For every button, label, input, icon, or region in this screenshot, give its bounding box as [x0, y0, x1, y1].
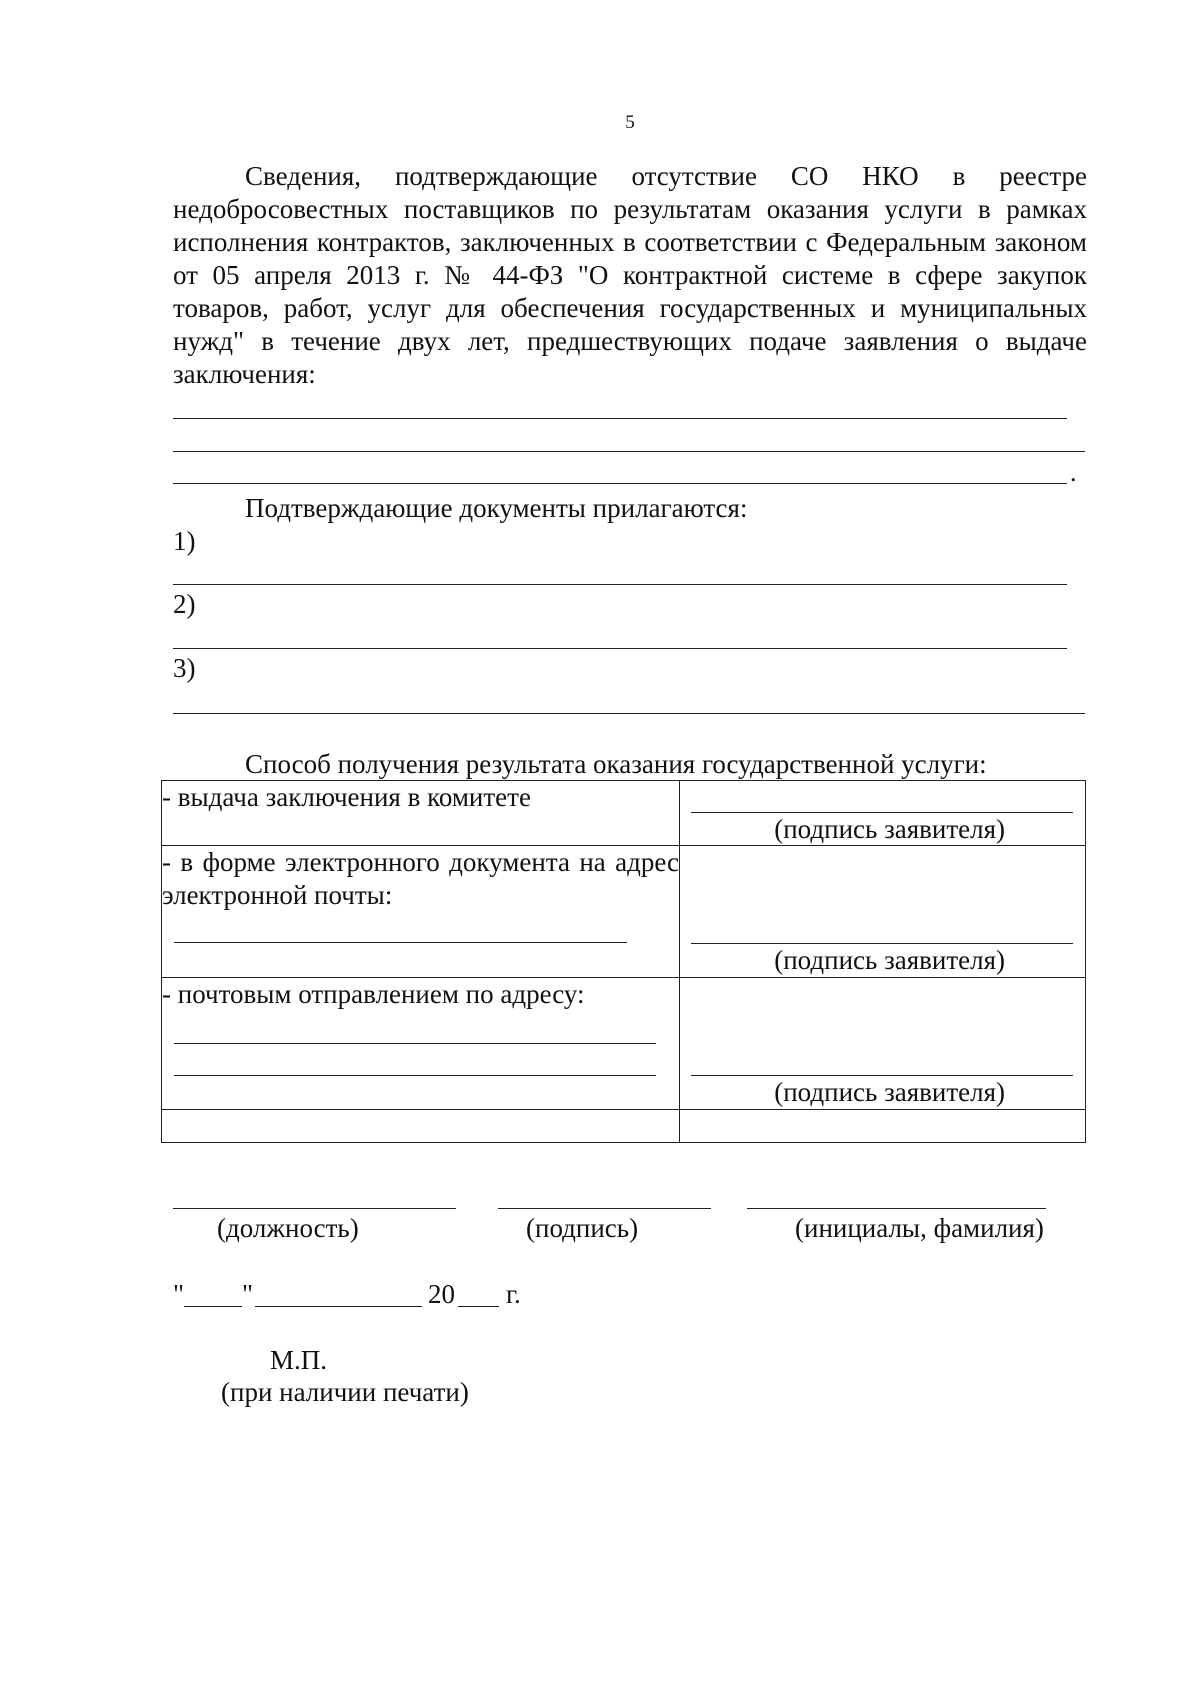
method-signature-cell-1	[680, 781, 1086, 846]
method-table	[161, 780, 1086, 1143]
info-fill-line-3[interactable]	[173, 483, 1067, 484]
date-year-prefix: 20	[428, 1279, 455, 1309]
method-signature-cell-2	[680, 846, 1086, 978]
method-empty-cell-left	[162, 1110, 680, 1143]
position-line[interactable]	[173, 1208, 456, 1209]
document-item-3-line[interactable]	[173, 713, 1085, 714]
period-mark: .	[1070, 458, 1077, 487]
postal-address-line-1[interactable]	[174, 1043, 656, 1044]
signature-label: (подпись)	[526, 1213, 639, 1243]
method-option-email[interactable]	[162, 846, 680, 978]
method-option-committee-text: - выдача заключения в комитете	[162, 782, 531, 812]
date-month-line[interactable]	[255, 1306, 422, 1307]
date-year-suffix: г.	[506, 1279, 521, 1309]
documents-heading: Подтверждающие документы прилагаются:	[245, 493, 748, 523]
position-label: (должность)	[217, 1213, 359, 1243]
document-item-1-line[interactable]	[173, 584, 1067, 585]
signature-line[interactable]	[498, 1208, 711, 1209]
method-option-post[interactable]	[162, 978, 680, 1110]
date-day-line[interactable]	[184, 1306, 242, 1307]
email-address-line[interactable]	[174, 942, 627, 943]
method-row-empty	[162, 1110, 1086, 1143]
name-label: (инициалы, фамилия)	[795, 1213, 1044, 1243]
method-option-post-text: - почтовым отправлением по адресу:	[162, 979, 585, 1009]
method-option-committee[interactable]	[162, 781, 680, 846]
method-empty-cell-right	[680, 1110, 1086, 1143]
method-row-post	[162, 978, 1086, 1110]
document-item-1-number: 1)	[173, 526, 196, 556]
method-signature-cell-3	[680, 978, 1086, 1110]
method-heading: Способ получения результата оказания государственной услуги:	[245, 749, 987, 779]
info-fill-line-2[interactable]	[173, 451, 1085, 452]
applicant-signature-label-2: (подпись заявителя)	[774, 945, 1005, 975]
applicant-signature-label-1: (подпись заявителя)	[774, 814, 1005, 844]
date-quote-close: "	[242, 1279, 254, 1309]
page-number: 5	[625, 112, 635, 133]
date-year-line[interactable]	[458, 1306, 499, 1307]
stamp-note: (при наличии печати)	[221, 1377, 469, 1407]
date-quote-open: "	[173, 1279, 185, 1309]
document-item-2-number: 2)	[173, 589, 196, 619]
document-item-2-line[interactable]	[173, 648, 1067, 649]
stamp-label: М.П.	[270, 1345, 328, 1375]
postal-address-line-2[interactable]	[174, 1075, 656, 1076]
method-option-email-text: - в форме электронного документа на адрес электронной почты:	[162, 847, 679, 910]
name-line[interactable]	[747, 1208, 1046, 1209]
applicant-signature-label-3: (подпись заявителя)	[774, 1077, 1005, 1107]
info-fill-line-1[interactable]	[173, 418, 1067, 419]
method-row-committee	[162, 781, 1086, 846]
intro-paragraph: Сведения, подтверждающие отсутствие СО НКО в реестре недобросовестных поставщиков по результатам оказания услуги в рамках исполнения контрактов, заключенных в соответствии с Федеральным законом от 05 апреля 2013 г. № 44-ФЗ "О контрактной системе в сфере закупок товаров, работ, услуг для обеспечения государственных и муниципальных нужд" в течение двух лет, предшествующих подаче заявления о выдаче заключения:	[173, 161, 1087, 389]
method-row-email	[162, 846, 1086, 978]
document-item-3-number: 3)	[173, 653, 196, 683]
